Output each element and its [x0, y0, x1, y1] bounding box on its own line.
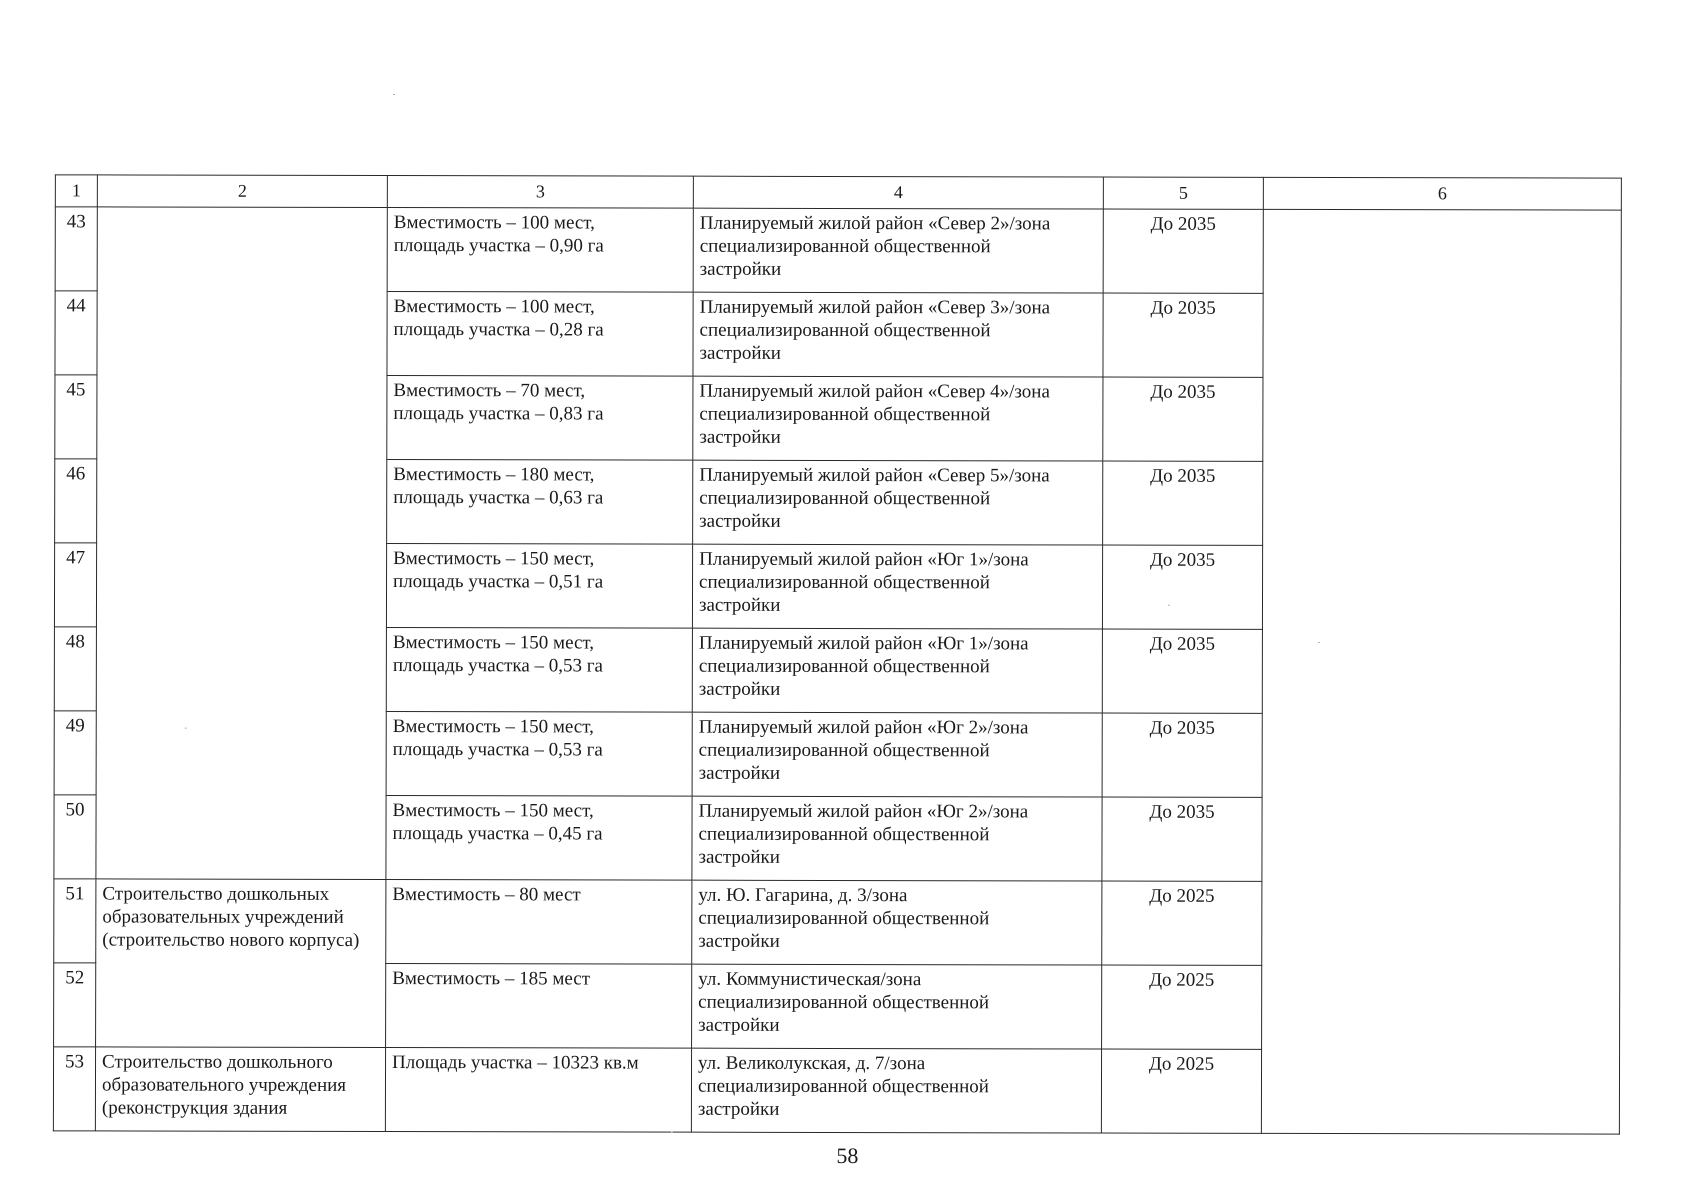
characteristics-cell: Вместимость – 70 мест, площадь участка – 0,83 га — [387, 376, 693, 461]
location-cell: Планируемый жилой район «Север 5»/зона специализированной общественной застройки — [693, 460, 1103, 545]
deadline-cell: До 2035 — [1102, 629, 1262, 713]
deadline-cell: До 2035 — [1102, 545, 1262, 629]
location-cell: ул. Великолукская, д. 7/зона специализированной общественной застройки — [691, 1048, 1101, 1133]
row-number: 45 — [55, 375, 97, 459]
location-cell: Планируемый жилой район «Север 4»/зона специализированной общественной застройки — [693, 376, 1103, 461]
location-cell: Планируемый жилой район «Юг 2»/зона специализированной общественной застройки — [692, 712, 1102, 797]
location-cell: Планируемый жилой район «Север 2»/зона специализированной общественной застройки — [693, 208, 1103, 293]
characteristics-cell: Вместимость – 150 мест, площадь участка – 0,51 га — [386, 544, 692, 629]
deadline-cell: До 2035 — [1102, 713, 1262, 797]
row-number: 52 — [54, 963, 96, 1047]
deadline-cell: До 2035 — [1102, 797, 1262, 881]
table-row — [55, 207, 1621, 294]
row-number: 53 — [53, 1047, 95, 1131]
scan-speck — [671, 1132, 673, 1133]
row-number: 50 — [54, 795, 96, 879]
characteristics-cell: Вместимость – 180 мест, площадь участка – 0,63 га — [387, 460, 693, 545]
column-number-4: 4 — [693, 176, 1103, 209]
planning-table — [53, 174, 1622, 1134]
characteristics-cell: Площадь участка – 10323 кв.м — [385, 1048, 691, 1133]
location-cell: ул. Коммунистическая/зона специализированной общественной застройки — [692, 964, 1102, 1049]
deadline-cell: До 2025 — [1101, 1049, 1261, 1133]
location-cell: Планируемый жилой район «Север 3»/зона специализированной общественной застройки — [693, 292, 1103, 377]
row-number: 44 — [55, 291, 97, 375]
scan-speck — [185, 728, 187, 729]
location-cell: Планируемый жилой район «Юг 1»/зона специализированной общественной застройки — [692, 544, 1102, 629]
page-number: 58 — [836, 1142, 859, 1169]
location-cell: ул. Ю. Гагарина, д. 3/зона специализированной общественной застройки — [692, 880, 1102, 965]
column-number-2: 2 — [97, 175, 387, 208]
row-number: 48 — [54, 627, 96, 711]
notes-cell — [1261, 209, 1621, 1134]
characteristics-cell: Вместимость – 150 мест, площадь участка – 0,45 га — [386, 796, 692, 881]
scan-speck — [1318, 642, 1320, 643]
row-number: 43 — [55, 207, 97, 291]
deadline-cell: До 2035 — [1103, 377, 1263, 461]
characteristics-cell: Вместимость – 150 мест, площадь участка – 0,53 га — [386, 712, 692, 797]
column-number-6: 6 — [1263, 177, 1621, 210]
characteristics-cell: Вместимость – 80 мест — [386, 880, 692, 965]
deadline-cell: До 2025 — [1102, 965, 1262, 1049]
column-number-5: 5 — [1103, 177, 1263, 209]
characteristics-cell: Вместимость – 100 мест, площадь участка – 0,28 га — [387, 292, 693, 377]
deadline-cell: До 2035 — [1103, 209, 1263, 293]
location-cell: Планируемый жилой район «Юг 1»/зона специализированной общественной застройки — [692, 628, 1102, 713]
column-number-1: 1 — [55, 175, 97, 207]
object-name-cell: Строительство дошкольных образовательных учреждений (строительство нового корпуса) — [96, 879, 386, 1048]
object-name-cell — [96, 207, 387, 880]
location-cell: Планируемый жилой район «Юг 2»/зона специализированной общественной застройки — [692, 796, 1102, 881]
row-number: 46 — [55, 459, 97, 543]
deadline-cell: До 2025 — [1102, 881, 1262, 965]
scan-speck — [1168, 605, 1170, 606]
row-number: 47 — [54, 543, 96, 627]
row-number: 49 — [54, 711, 96, 795]
characteristics-cell: Вместимость – 100 мест, площадь участка – 0,90 га — [387, 208, 693, 293]
column-number-3: 3 — [387, 176, 693, 209]
characteristics-cell: Вместимость – 150 мест, площадь участка – 0,53 га — [386, 628, 692, 713]
deadline-cell: До 2035 — [1103, 461, 1263, 545]
column-number-row — [55, 175, 1621, 210]
scan-speck — [393, 94, 395, 95]
object-name-cell: Строительство дошкольного образовательного учреждения (реконструкция здания — [95, 1047, 385, 1132]
row-number: 51 — [54, 879, 96, 963]
deadline-cell: До 2035 — [1103, 293, 1263, 377]
characteristics-cell: Вместимость – 185 мест — [386, 964, 692, 1049]
